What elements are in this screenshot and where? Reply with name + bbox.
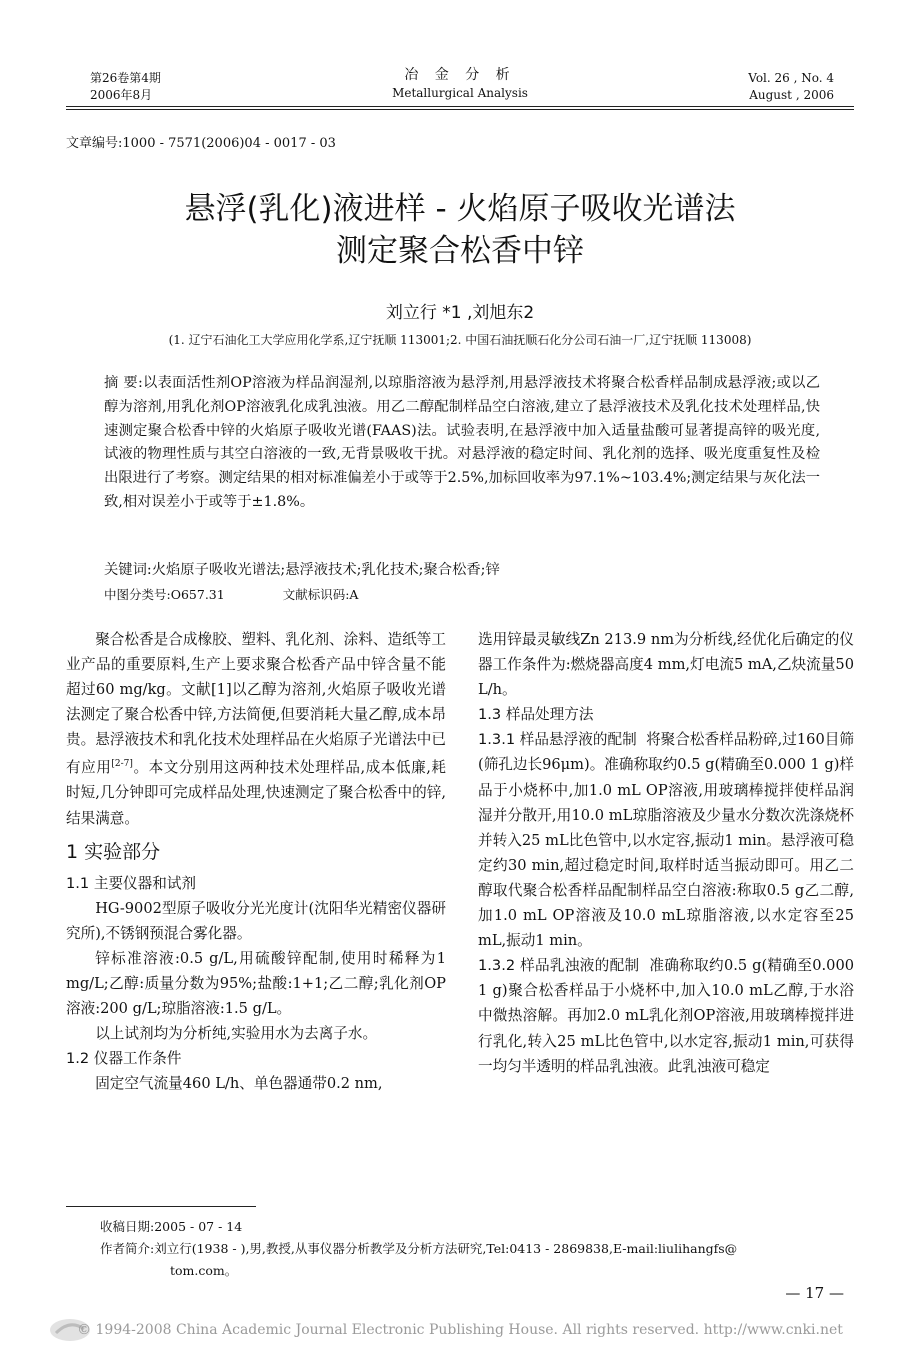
document-code: 文献标识码:A <box>282 587 359 602</box>
keywords: 关键词:火焰原子吸收光谱法;悬浮液技术;乳化技术;聚合松香;锌 <box>104 562 500 578</box>
affiliations: (1. 辽宁石油化工大学应用化学系,辽宁抚顺 113001;2. 中国石油抚顺石化分公司石油一厂,辽宁抚顺 113008) <box>168 333 752 347</box>
footnote-rule <box>66 1206 256 1207</box>
section-heading-1-3-1: 1.3.1 样品悬浮液的配制 <box>478 731 637 749</box>
section-heading-1-3: 1.3 样品处理方法 <box>478 706 594 724</box>
header-rule-thin <box>66 109 854 110</box>
abstract-text: 摘 要:以表面活性剂OP溶液为样品润湿剂,以琼脂溶液为悬浮剂,用悬浮液技术将聚合松香样品制成悬浮液;或以乙醇为溶剂,用乳化剂OP溶液乳化成乳浊液。用乙二醇配制样品空白溶液,建立了悬浮液技术及乳化技术处理样品,快速测定聚合松香中锌的火焰原子吸收光谱(FAAS)法。试验表明,在悬浮液中加入适量盐酸可显著提高锌的吸光度,试液的物理性质与其空白溶液的一致,无背景吸收干扰。对悬浮液的稳定时间、乳化剂的选择、吸光度重复性及检出限进行了考察。测定结果的相对标准偏差小于或等于2.5%,加标回收率为97.1%~103.4%;测定结果与灰化法一致,相对误差小于或等于±1.8%。 <box>104 375 820 510</box>
clc-number: 中图分类号:O657.31 <box>104 587 225 602</box>
right-column <box>478 627 854 1079</box>
journal-issue-en <box>748 70 834 104</box>
citation-ref[interactable]: [2-7] <box>111 759 133 770</box>
issue-date: 2006年8月 <box>90 88 153 102</box>
classification-row <box>104 585 820 603</box>
purity-paragraph: 以上试剂均为分析纯,实验用水为去离子水。 <box>95 1025 378 1043</box>
section-heading-1-3-2: 1.3.2 样品乳浊液的配制 <box>478 957 640 975</box>
instrument-paragraph: HG-9002型原子吸收分光光度计(沈阳华光精密仪器研究所),不锈钢预混合雾化器。 <box>66 899 446 942</box>
authors: 刘立行 *1 ,刘旭东2 <box>385 303 535 323</box>
journal-name-cn: 冶 金 分 析 <box>404 67 516 83</box>
issue-date-en: August , 2006 <box>749 88 834 102</box>
paper-title <box>0 188 920 272</box>
abstract <box>104 372 820 515</box>
title-line-2: 测定聚合松香中锌 <box>336 233 584 269</box>
author-bio: 作者简介:刘立行(1938 - ),男,教授,从事仪器分析教学及分析方法研究,Tel:0413 - 2869838,E-mail:liulihangfs@ <box>100 1241 738 1256</box>
conditions-continued: 选用锌最灵敏线Zn 213.9 nm为分析线,经优化后确定的仪器工作条件为:燃烧器高度4 mm,灯电流5 mA,乙炔流量50 L/h。 <box>478 631 854 699</box>
received-date: 收稿日期:2005 - 07 - 14 <box>100 1219 243 1234</box>
section-heading-1: 1 实验部分 <box>66 840 161 863</box>
page-number: — 17 — <box>785 1284 844 1302</box>
emulsion-paragraph: 1.3.2 样品乳浊液的配制 准确称取约0.5 g(精确至0.000 1 g)聚合松香样品于小烧杯中,加入10.0 mL乙醇,于水浴中微热溶解。再加2.0 mL乳化剂OP溶液,用玻璃棒搅拌进行乳化,转入25 mL比色管中,以水定容,振动1 min,可获得一均匀半透明的样品乳浊液。此乳浊液可稳定 <box>478 957 855 1075</box>
section-heading-1-1: 1.1 主要仪器和试剂 <box>66 874 197 892</box>
title-line-1: 悬浮(乳化)液进样 - 火焰原子吸收光谱法 <box>184 191 736 227</box>
journal-name-en: Metallurgical Analysis <box>392 86 528 100</box>
conditions-paragraph: 固定空气流量460 L/h、单色器通带0.2 nm, <box>95 1075 383 1093</box>
issue-volume: 第26卷第4期 <box>90 71 161 85</box>
copyright-notice: © 1994-2008 China Academic Journal Electronic Publishing House. All rights reserved. http://www.cnki.net <box>77 1322 843 1338</box>
section-heading-1-2: 1.2 仪器工作条件 <box>66 1050 182 1068</box>
header-rule <box>66 106 854 107</box>
reagents-paragraph: 锌标准溶液:0.5 g/L,用硫酸锌配制,使用时稀释为1 mg/L;乙醇:质量分数为95%;盐酸:1+1;乙二醇;乳化剂OP溶液:200 g/L;琼脂溶液:1.5 g/L。 <box>66 949 446 1018</box>
intro-paragraph: 聚合松香是合成橡胶、塑料、乳化剂、涂料、造纸等工业产品的重要原料,生产上要求聚合松香产品中锌含量不能超过60 mg/kg。文献[1]以乙醇为溶剂,火焰原子吸收光谱法测定了聚合松香中锌,方法简便,但要消耗大量乙醇,成本昂贵。悬浮液技术和乳化技术处理样品在火焰原子光谱法中已有应用[2-7]。本文分别用这两种技术处理样品,成本低廉,耗时短,几分钟即可完成样品处理,快速测定了聚合松香中的锌,结果满意。 <box>66 631 446 827</box>
author-bio-cont: tom.com。 <box>170 1263 238 1278</box>
left-column <box>66 627 446 1096</box>
footnotes <box>100 1216 858 1282</box>
article-number: 文章编号:1000 - 7571(2006)04 - 0017 - 03 <box>66 136 336 151</box>
suspension-paragraph: 1.3.1 样品悬浮液的配制 将聚合松香样品粉碎,过160目筛(筛孔边长96μm)。准确称取约0.5 g(精确至0.000 1 g)样品于小烧杯中,加1.0 mL OP溶液,用玻璃棒搅拌使样品润湿并分散开,用10.0 mL琼脂溶液及少量水分数次洗涤烧杯并转入25 mL比色管中,以水定容,振动1 min。悬浮液可稳定约30 min,超过稳定时间,取样时适当振动即可。用乙二醇取代聚合松香样品配制样品空白溶液:称取0.5 g乙二醇,加1.0 mL OP溶液及10.0 mL琼脂溶液,以水定容至25 mL,振动1 min。 <box>478 731 854 950</box>
issue-volume-en: Vol. 26 , No. 4 <box>748 71 834 85</box>
